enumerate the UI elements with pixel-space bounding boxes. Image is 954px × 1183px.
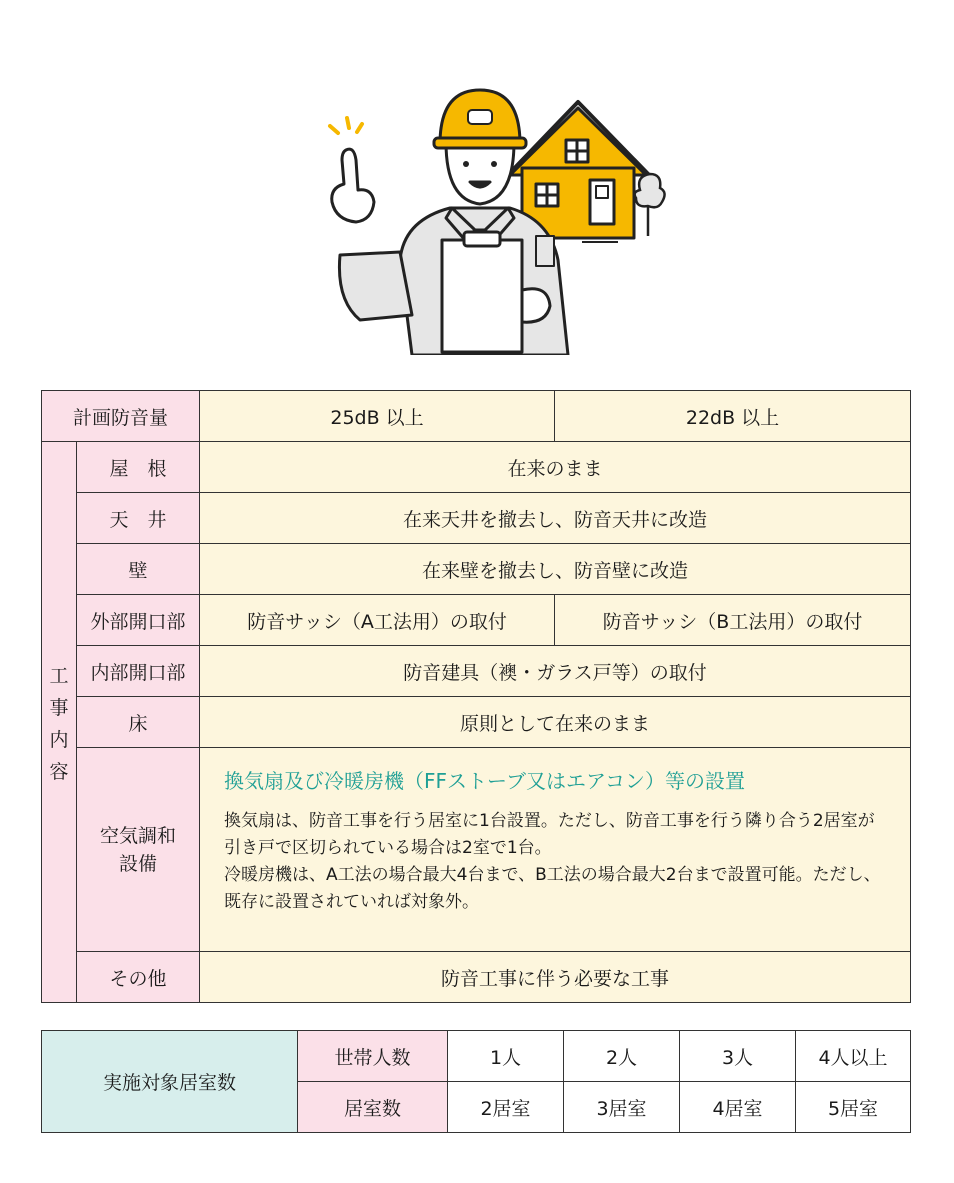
roof-value: 在来のまま [200, 442, 911, 493]
other-value: 防音工事に伴う必要な工事 [200, 952, 911, 1003]
interior-opening-value: 防音建具（襖・ガラス戸等）の取付 [200, 646, 911, 697]
household-size-label: 世帯人数 [298, 1031, 448, 1082]
exterior-opening-b: 防音サッシ（B工法用）の取付 [555, 595, 911, 646]
rooms-cell: 3居室 [564, 1082, 680, 1133]
persons-cell: 4人以上 [796, 1031, 911, 1082]
room-count-label: 居室数 [298, 1082, 448, 1133]
other-label: その他 [77, 952, 200, 1003]
heater-cooler-note: 冷暖房機は、A工法の場合最大4台まで、B工法の場合最大2台まで設置可能。ただし、既存に設置されていれば対象外。 [224, 865, 881, 912]
roof-label: 屋 根 [77, 442, 200, 493]
header-25db: 25dB 以上 [200, 391, 555, 442]
wall-label: 壁 [77, 544, 200, 595]
persons-cell: 3人 [680, 1031, 796, 1082]
sparkle-icon [330, 118, 362, 133]
header-22db: 22dB 以上 [555, 391, 911, 442]
rooms-cell: 5居室 [796, 1082, 911, 1133]
exterior-opening-a: 防音サッシ（A工法用）の取付 [200, 595, 555, 646]
planned-sound-insulation-label: 計画防音量 [42, 391, 200, 442]
worker-house-illustration [300, 80, 680, 355]
ceiling-value: 在来天井を撤去し、防音天井に改造 [200, 493, 911, 544]
floor-label: 床 [77, 697, 200, 748]
work-content-group-label: 工 事 内 容 [42, 442, 77, 1003]
floor-value: 原則として在来のまま [200, 697, 911, 748]
air-conditioning-label: 空気調和 設備 [77, 748, 200, 952]
worker-icon [332, 90, 568, 355]
air-conditioning-value [200, 748, 911, 952]
exterior-opening-label: 外部開口部 [77, 595, 200, 646]
noise-insulation-work-table [41, 390, 911, 1003]
tree-icon [635, 174, 665, 236]
rooms-cell: 4居室 [680, 1082, 796, 1133]
rooms-cell: 2居室 [448, 1082, 564, 1133]
target-room-count-title: 実施対象居室数 [42, 1031, 298, 1133]
wall-value: 在来壁を撤去し、防音壁に改造 [200, 544, 911, 595]
persons-cell: 2人 [564, 1031, 680, 1082]
target-room-count-table [41, 1030, 911, 1133]
ceiling-label: 天 井 [77, 493, 200, 544]
interior-opening-label: 内部開口部 [77, 646, 200, 697]
air-conditioning-heading: 換気扇及び冷暖房機（FFストーブ又はエアコン）等の設置 [224, 769, 746, 793]
persons-cell: 1人 [448, 1031, 564, 1082]
ventilation-fan-note: 換気扇は、防音工事を行う居室に1台設置。ただし、防音工事を行う隣り合う2居室が引き戸で区切られている場合は2室で1台。 [224, 811, 875, 858]
